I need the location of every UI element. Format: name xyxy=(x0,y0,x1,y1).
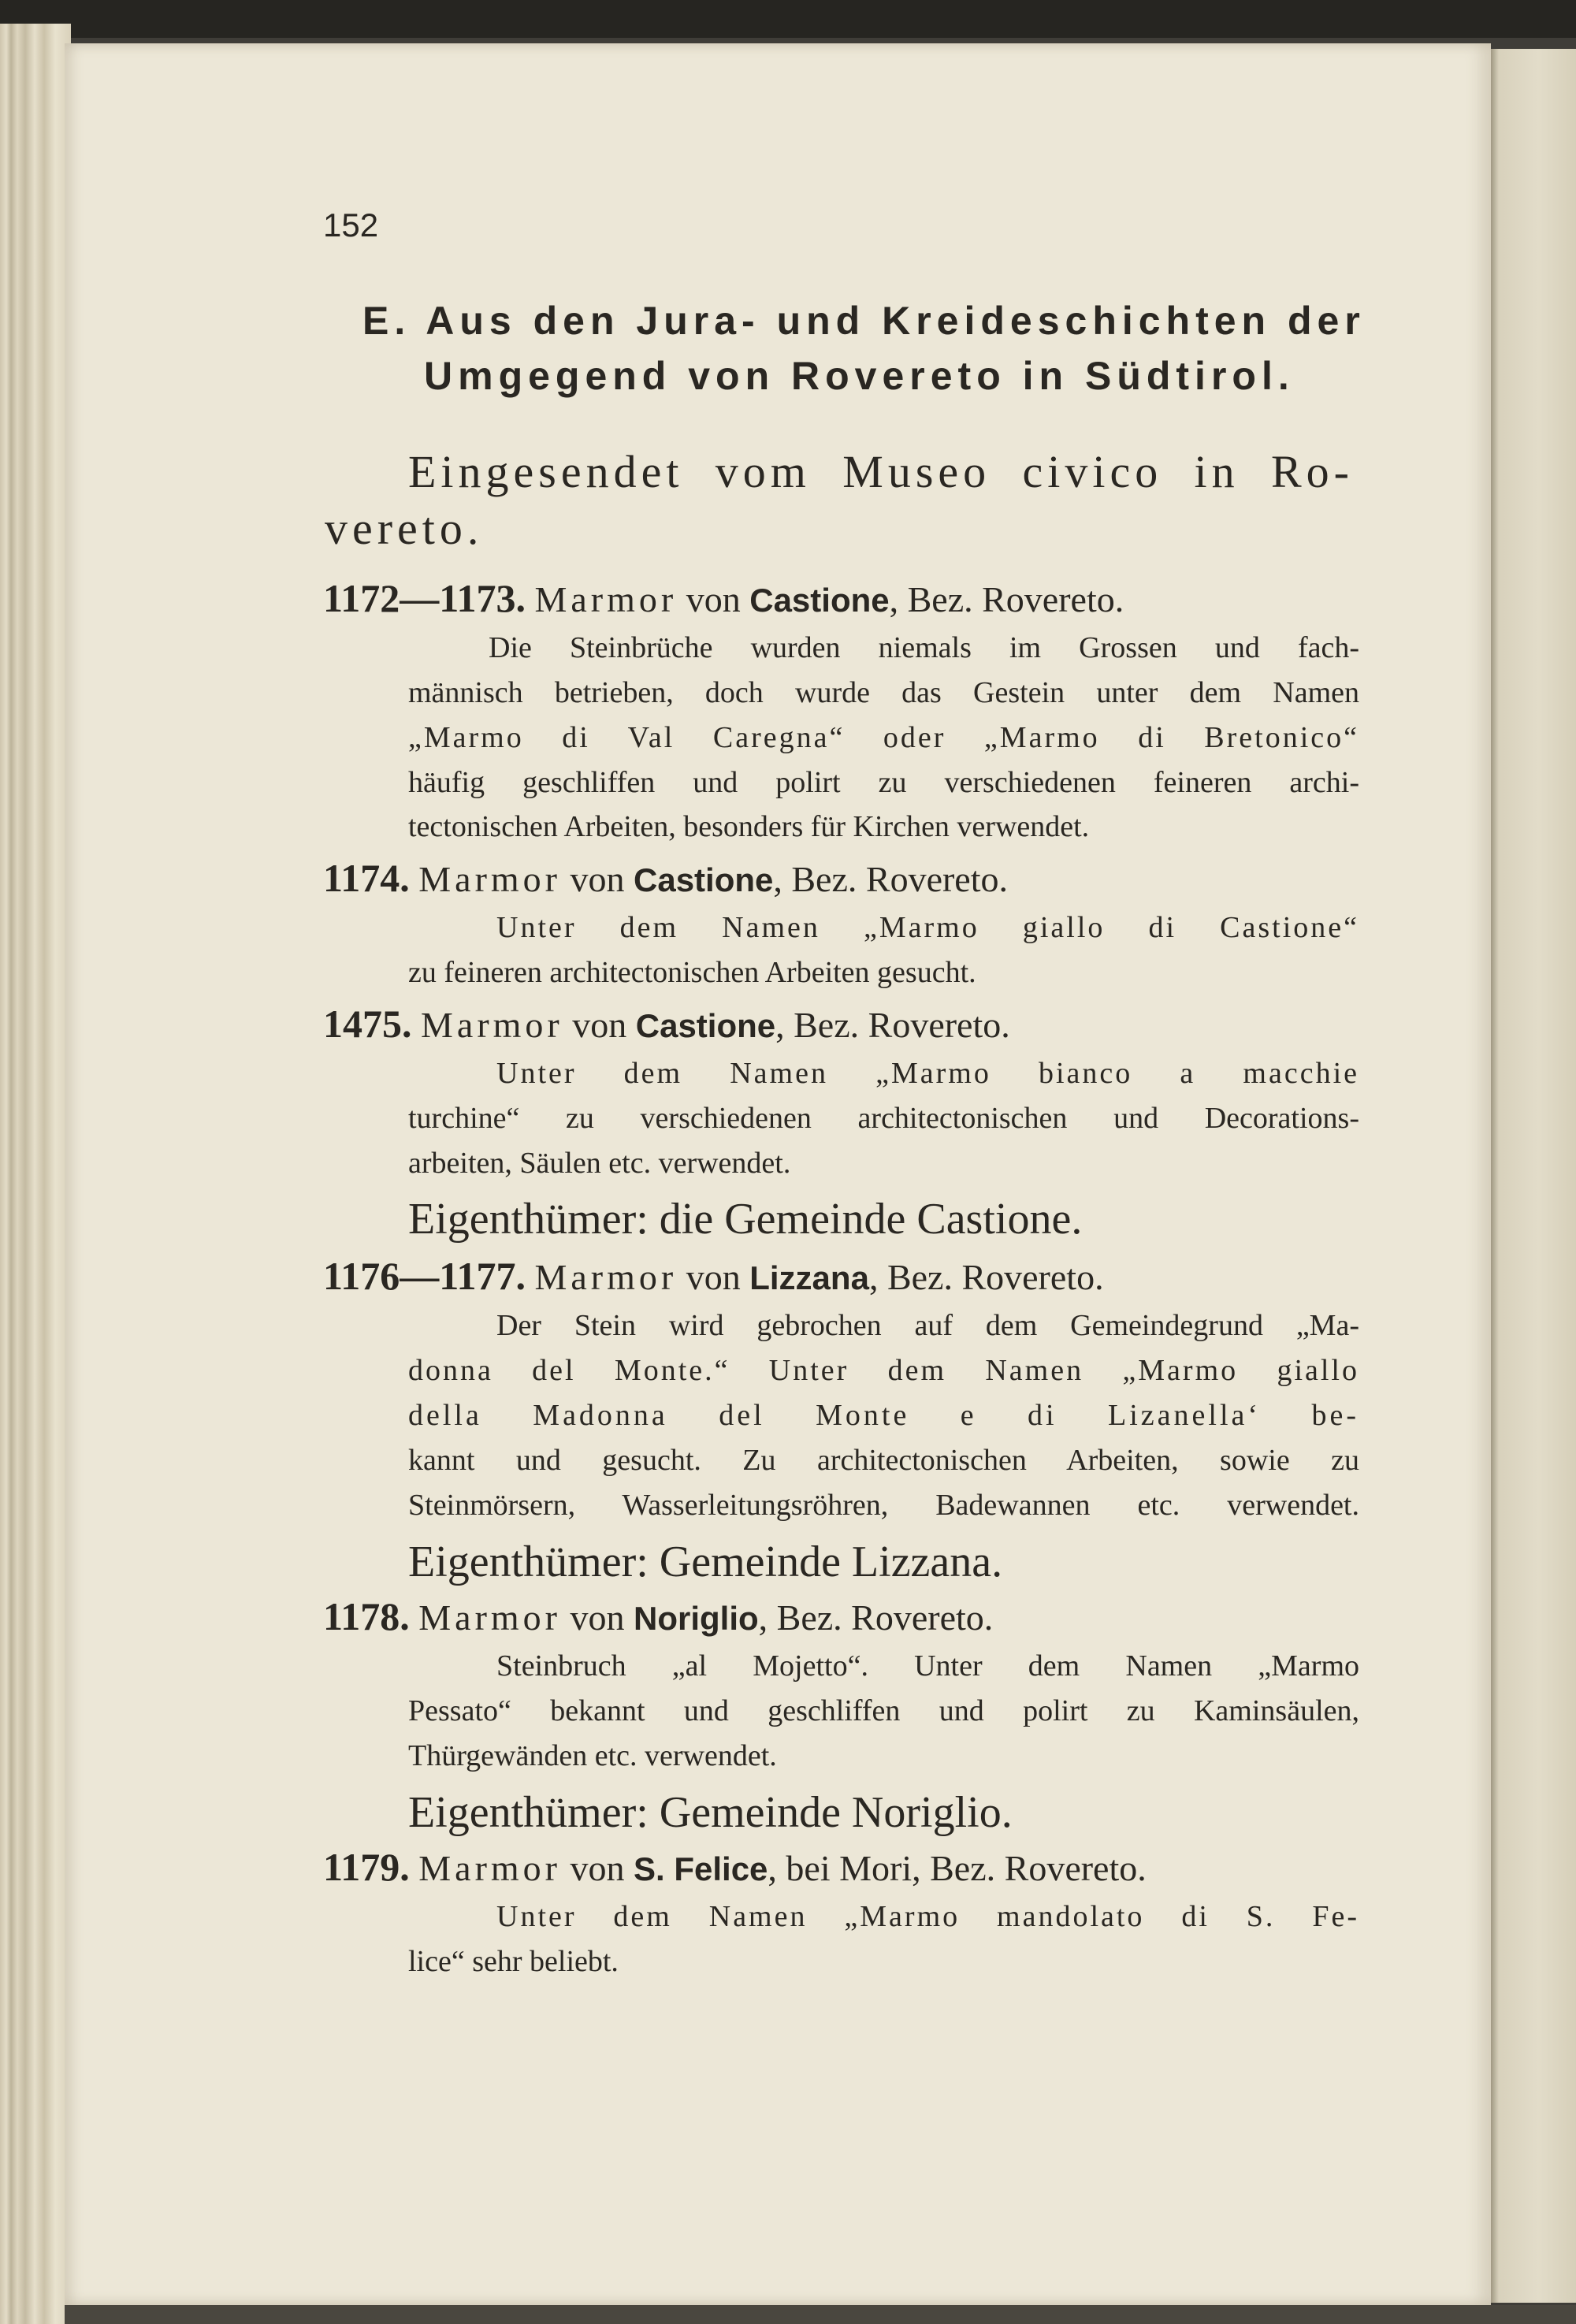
entry-text-line: tectonischen Arbeiten, besonders für Kirchen verwendet. xyxy=(408,810,1090,843)
owner-line: Eigenthümer: Gemeinde Lizzana. xyxy=(408,1538,1003,1586)
entry-text-line: arbeiten, Säulen etc. verwendet. xyxy=(408,1147,791,1180)
entry-text-line: Pessato“ bekannt und geschliffen und polirt zu Kaminsäulen, xyxy=(408,1694,1359,1727)
entry-text-line: Thürgewänden etc. verwendet. xyxy=(408,1739,777,1772)
section-heading-line-1: E. Aus den Jura- und Kreideschichten der xyxy=(362,299,1366,343)
entry-text-line: Unter dem Namen „Marmo giallo di Castione“ xyxy=(496,911,1359,944)
entry-heading: 1179. Marmor von S. Felice, bei Mori, Bez. Rovereto. xyxy=(323,1845,1147,1889)
sender-line-2: vereto. xyxy=(325,503,484,554)
entry-text-line: turchine“ zu verschiedenen architectonischen und Decorations- xyxy=(408,1102,1359,1135)
entry-text-line: zu feineren architectonischen Arbeiten gesucht. xyxy=(408,956,976,989)
entry-heading: 1178. Marmor von Noriglio, Bez. Rovereto. xyxy=(323,1594,994,1638)
entry-heading: 1174. Marmor von Castione, Bez. Rovereto. xyxy=(323,856,1009,900)
entry-text-line: männisch betrieben, doch wurde das Gestein unter dem Namen xyxy=(408,676,1359,709)
owner-line: Eigenthümer: Gemeinde Noriglio. xyxy=(408,1788,1013,1837)
entry-text-line: Unter dem Namen „Marmo mandolato di S. Fe- xyxy=(496,1900,1359,1933)
section-heading-line-2: Umgegend von Rovereto in Südtirol. xyxy=(424,354,1295,398)
entry-text-line: donna del Monte.“ Unter dem Namen „Marmo giallo xyxy=(408,1354,1359,1387)
owner-line: Eigenthümer: die Gemeinde Castione. xyxy=(408,1195,1083,1244)
entry-heading: 1475. Marmor von Castione, Bez. Rovereto. xyxy=(323,1002,1010,1046)
entry-text-line: Steinbruch „al Mojetto“. Unter dem Namen „Marmo xyxy=(496,1649,1359,1683)
entry-heading: 1176—1177. Marmor von Lizzana, Bez. Rovereto. xyxy=(323,1254,1104,1298)
entry-heading: 1172—1173. Marmor von Castione, Bez. Rovereto. xyxy=(323,576,1124,620)
entry-text-line: Steinmörsern, Wasserleitungsröhren, Badewannen etc. verwendet. xyxy=(408,1489,1359,1522)
entry-text-line: della Madonna del Monte e di Lizanella‘ be- xyxy=(408,1399,1359,1432)
entry-text-line: Unter dem Namen „Marmo bianco a macchie xyxy=(496,1057,1359,1090)
entry-text-line: kannt und gesucht. Zu architectonischen Arbeiten, sowie zu xyxy=(408,1444,1359,1477)
page-number: 152 xyxy=(323,206,379,244)
entry-text-line: Die Steinbrüche wurden niemals im Grossen und fach- xyxy=(489,631,1359,664)
entry-text-line: häufig geschliffen und polirt zu verschiedenen feineren archi- xyxy=(408,766,1359,799)
entry-text-line: lice“ sehr beliebt. xyxy=(408,1945,619,1978)
sender-line-1: Eingesendet vom Museo civico in Ro- xyxy=(408,446,1354,497)
entry-text-line: Der Stein wird gebrochen auf dem Gemeindegrund „Ma- xyxy=(496,1309,1359,1342)
entry-text-line: „Marmo di Val Caregna“ oder „Marmo di Bretonico“ xyxy=(408,721,1359,754)
